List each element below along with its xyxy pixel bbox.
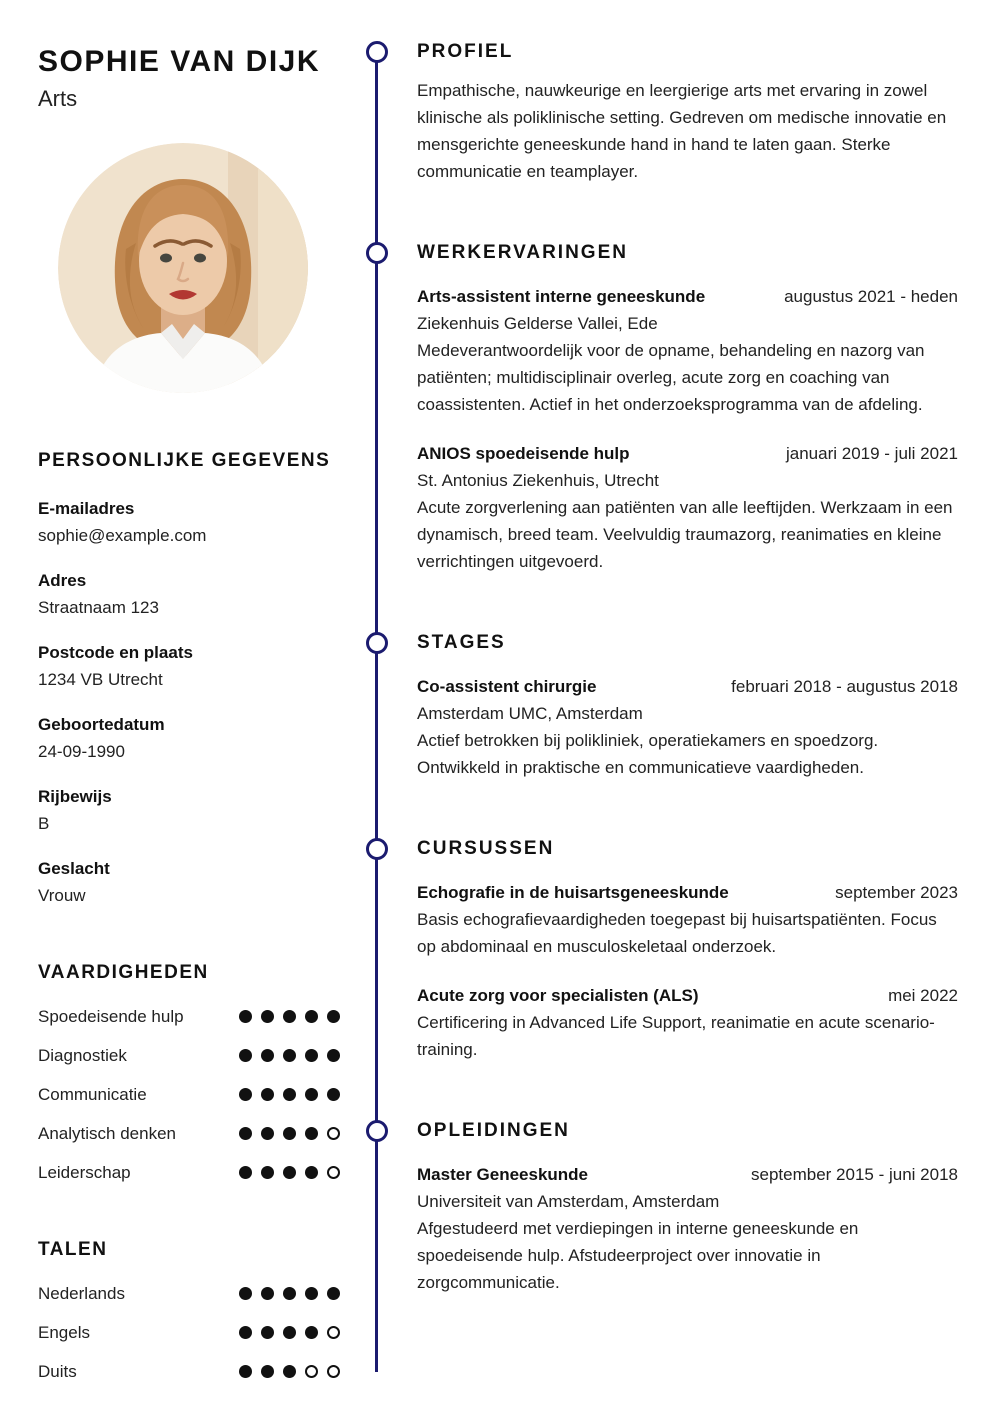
rating-dot-filled [305,1326,318,1339]
entry-description: Basis echografievaardigheden toegepast bij huisartspatiënten. Focus op abdominaal en musculoskeletaal onderzoek. [417,910,937,956]
rating-dot-filled [261,1127,274,1140]
section-heading: OPLEIDINGEN [417,1120,570,1141]
field-postcode-city [38,639,340,693]
entry-description: Actief betrokken bij polikliniek, operatiekamers en spoedzorg. Ontwikkeld in praktische en communicatieve vaardigheden. [417,731,879,777]
rating-dot-filled [305,1166,318,1179]
skill-label: Communicatie [38,1084,147,1104]
entry-title: Arts-assistent interne geneeskunde [417,287,706,306]
entry-header [417,673,958,700]
rating-dot-filled [261,1049,274,1062]
entry-header [417,982,958,1009]
internship-entry [417,673,958,781]
rating-dot-empty [327,1365,340,1378]
rating-dot-filled [283,1049,296,1062]
section-heading: WERKERVARINGEN [417,242,628,263]
field-label: Postcode en plaats [38,643,193,662]
field-value: 1234 VB Utrecht [38,670,163,689]
personal-details-heading: PERSOONLIJKE GEGEVENS [38,450,331,471]
course-entry [417,982,958,1063]
main-column [360,0,1000,1414]
skill-rating [239,1166,340,1179]
rating-dot-filled [305,1088,318,1101]
field-drivers-license [38,783,340,837]
skills-list [38,1003,340,1186]
rating-dot-empty [327,1166,340,1179]
entry-date: februari 2018 - augustus 2018 [731,677,958,696]
language-rating [239,1365,340,1378]
rating-dot-filled [261,1326,274,1339]
entry-title: Co-assistent chirurgie [417,677,597,696]
rating-dot-filled [283,1127,296,1140]
languages-heading: TALEN [38,1239,108,1260]
entry-description: Afgestudeerd met verdiepingen in interne geneeskunde en spoedeisende hulp. Afstudeerproject over innovatie in zorgcommunicatie. [417,1219,859,1292]
entry-title: Acute zorg voor specialisten (ALS) [417,986,699,1005]
rating-dot-filled [327,1088,340,1101]
rating-dot-filled [261,1088,274,1101]
entry-header [417,879,958,906]
language-label: Engels [38,1322,90,1342]
rating-dot-filled [327,1049,340,1062]
skill-label: Diagnostiek [38,1045,127,1065]
section-werkervaringen [417,241,958,575]
left-column [0,0,360,1414]
rating-dot-filled [239,1049,252,1062]
field-email [38,495,340,549]
language-label: Nederlands [38,1283,125,1303]
skill-rating [239,1088,340,1101]
entry-header [417,1161,958,1188]
entry-organization: Amsterdam UMC, Amsterdam [417,704,643,723]
entry-organization: Ziekenhuis Gelderse Vallei, Ede [417,314,658,333]
field-value: sophie@example.com [38,526,207,545]
rating-dot-empty [327,1326,340,1339]
skill-rating [239,1010,340,1023]
skill-row [38,1159,340,1186]
entry-organization: St. Antonius Ziekenhuis, Utrecht [417,471,659,490]
section-heading: STAGES [417,632,506,653]
language-row [38,1358,340,1385]
education-entry [417,1161,958,1296]
skill-row [38,1042,340,1069]
skill-label: Spoedeisende hulp [38,1006,184,1026]
entry-description: Acute zorgverlening aan patiënten van alle leeftijden. Werkzaam in een dynamisch, breed team. Veelvuldig traumazorg, reanimaties en kleine verrichtingen uitgevoerd. [417,498,953,571]
rating-dot-filled [305,1127,318,1140]
entry-date: augustus 2021 - heden [784,287,958,306]
entry-description: Certificering in Advanced Life Support, reanimatie en acute scenario-training. [417,1013,935,1059]
rating-dot-filled [239,1365,252,1378]
field-value: B [38,814,50,833]
rating-dot-filled [305,1010,318,1023]
skill-label: Analytisch denken [38,1123,176,1143]
entry-title: Master Geneeskunde [417,1165,589,1184]
rating-dot-filled [283,1326,296,1339]
timeline-circle-icon [366,242,388,264]
rating-dot-filled [239,1166,252,1179]
work-entry [417,283,958,418]
entry-date: september 2015 - juni 2018 [751,1165,958,1184]
rating-dot-filled [239,1287,252,1300]
rating-dot-filled [239,1326,252,1339]
skill-rating [239,1127,340,1140]
entry-header [417,283,958,310]
rating-dot-filled [239,1010,252,1023]
rating-dot-filled [283,1010,296,1023]
entry-date: september 2023 [835,883,958,902]
language-label: Duits [38,1361,77,1381]
timeline-circle-icon [366,41,388,63]
entry-description: Medeverantwoordelijk voor de opname, behandeling en nazorg van patiënten; multidisciplinair overleg, acute zorg en coaching van coassistenten. Actief in het onderzoeksprogramma van de afdeling. [417,341,925,414]
rating-dot-empty [305,1365,318,1378]
field-value: Straatnaam 123 [38,598,159,617]
field-value: Vrouw [38,886,86,905]
person-job-title: Arts [38,86,78,111]
rating-dot-filled [283,1166,296,1179]
section-heading: CURSUSSEN [417,838,555,859]
rating-dot-filled [283,1287,296,1300]
entry-title: ANIOS spoedeisende hulp [417,444,630,463]
field-label: Rijbewijs [38,787,112,806]
rating-dot-filled [261,1287,274,1300]
rating-dot-filled [327,1010,340,1023]
field-label: E-mailadres [38,499,135,518]
rating-dot-filled [261,1365,274,1378]
person-name: SOPHIE VAN DIJK [38,45,320,78]
rating-dot-filled [261,1010,274,1023]
rating-dot-filled [305,1287,318,1300]
language-rating [239,1326,340,1339]
profile-photo [58,143,308,393]
field-label: Geslacht [38,859,110,878]
entry-title: Echografie in de huisartsgeneeskunde [417,883,729,902]
course-entry [417,879,958,960]
section-stages [417,631,958,781]
timeline-circle-icon [366,838,388,860]
field-gender [38,855,340,909]
skill-label: Leiderschap [38,1162,131,1182]
language-row [38,1319,340,1346]
entry-date: januari 2019 - juli 2021 [785,444,958,463]
rating-dot-filled [283,1088,296,1101]
section-profiel [417,40,958,185]
skill-row [38,1003,340,1030]
entry-header [417,440,958,467]
skill-rating [239,1049,340,1062]
section-opleidingen [417,1119,958,1296]
entry-date: mei 2022 [888,986,958,1005]
personal-details-list [38,495,340,909]
rating-dot-filled [305,1049,318,1062]
entry-organization: Universiteit van Amsterdam, Amsterdam [417,1192,720,1211]
field-label: Geboortedatum [38,715,165,734]
language-row [38,1280,340,1307]
skills-heading: VAARDIGHEDEN [38,962,209,983]
profile-paragraph: Empathische, nauwkeurige en leergierige arts met ervaring in zowel klinische als poliklinische setting. Gedreven om medische innovatie en mensgerichte geneeskunde hand in hand te laten gaan. Sterke communicatie en teamplayer. [417,81,947,181]
field-birthdate [38,711,340,765]
languages-list [38,1280,340,1385]
rating-dot-filled [327,1287,340,1300]
rating-dot-filled [239,1127,252,1140]
field-value: 24-09-1990 [38,742,125,761]
field-address [38,567,340,621]
work-entry [417,440,958,575]
field-label: Adres [38,571,87,590]
section-heading: PROFIEL [417,41,514,62]
rating-dot-filled [283,1365,296,1378]
skill-row [38,1120,340,1147]
rating-dot-empty [327,1127,340,1140]
rating-dot-filled [261,1166,274,1179]
timeline-circle-icon [366,1120,388,1142]
skill-row [38,1081,340,1108]
section-cursussen [417,837,958,1063]
timeline-circle-icon [366,632,388,654]
portrait-illustration [58,143,308,393]
rating-dot-filled [239,1088,252,1101]
language-rating [239,1287,340,1300]
